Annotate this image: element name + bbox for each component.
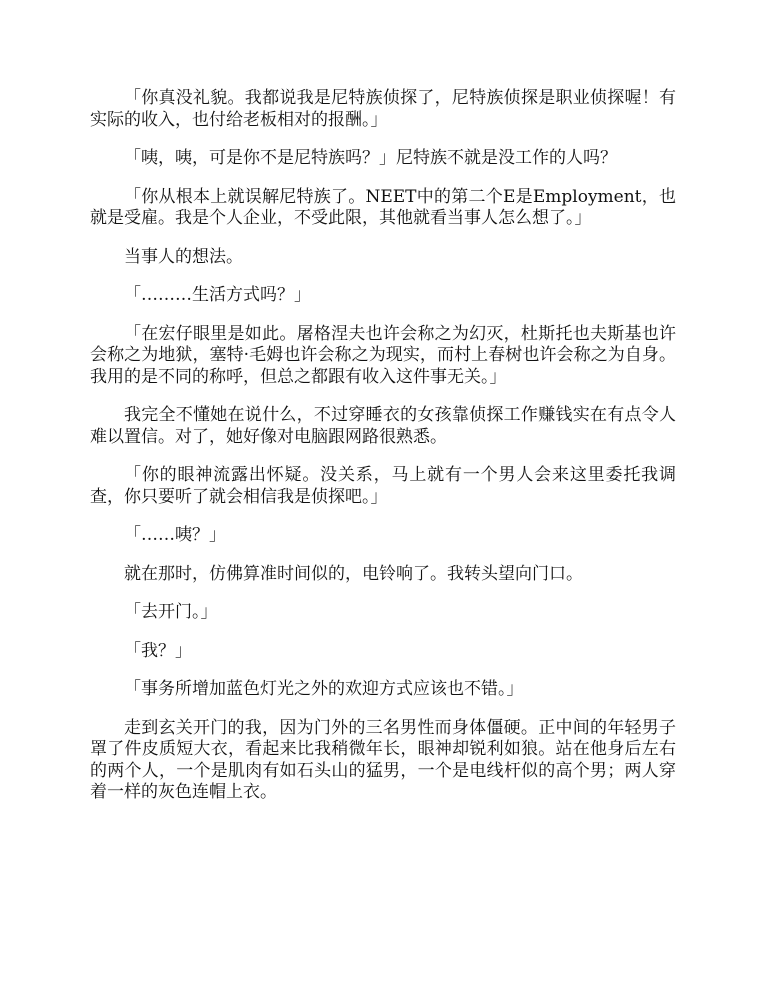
paragraph: 当事人的想法。 (124, 246, 243, 267)
paragraph: 「在宏仔眼里是如此。屠格涅夫也许会称之为幻灭，杜斯托也夫斯基也许会称之为地狱，塞特·毛姆也许会称之为现实，而村上春树也许会称之为自身。我用的是不同的称呼，但总之都跟有收入这件事无关。」 (90, 323, 676, 387)
paragraph: 「事务所增加蓝色灯光之外的欢迎方式应该也不错。」 (124, 679, 524, 699)
paragraph: 「……咦？」 (124, 525, 226, 545)
document-page (90, 88, 676, 821)
paragraph: 就在那时，仿佛算准时间似的，电铃响了。我转头望向门口。 (124, 563, 583, 584)
paragraph: 「咦，咦，可是你不是尼特族吗？」尼特族不就是没工作的人吗？ (124, 148, 617, 168)
paragraph: 我完全不懂她在说什么，不过穿睡衣的女孩靠侦探工作赚钱实在有点令人难以置信。对了，她好像对电脑跟网路很熟悉。 (90, 405, 676, 447)
paragraph: 「去开门。」 (124, 602, 218, 622)
paragraph: 「我？」 (124, 640, 192, 661)
paragraph: 「………生活方式吗？」 (124, 285, 311, 305)
paragraph: 「你从根本上就误解尼特族了。NEET中的第二个E是Employment，也就是受雇。我是个人企业，不受此限，其他就看当事人怎么想了。」 (90, 186, 676, 228)
paragraph: 走到玄关开门的我，因为门外的三名男性而身体僵硬。正中间的年轻男子罩了件皮质短大衣，看起来比我稍微年长，眼神却锐利如狼。站在他身后左右的两个人，一个是肌肉有如石头山的猛男，一个是电线杆似的高个男；两人穿着一样的灰色连帽上衣。 (90, 717, 676, 802)
paragraph: 「你的眼神流露出怀疑。没关系，马上就有一个男人会来这里委托我调查，你只要听了就会相信我是侦探吧。」 (90, 465, 676, 507)
paragraph: 「你真没礼貌。我都说我是尼特族侦探了，尼特族侦探是职业侦探喔！有实际的收入，也付给老板相对的报酬。」 (90, 88, 676, 130)
